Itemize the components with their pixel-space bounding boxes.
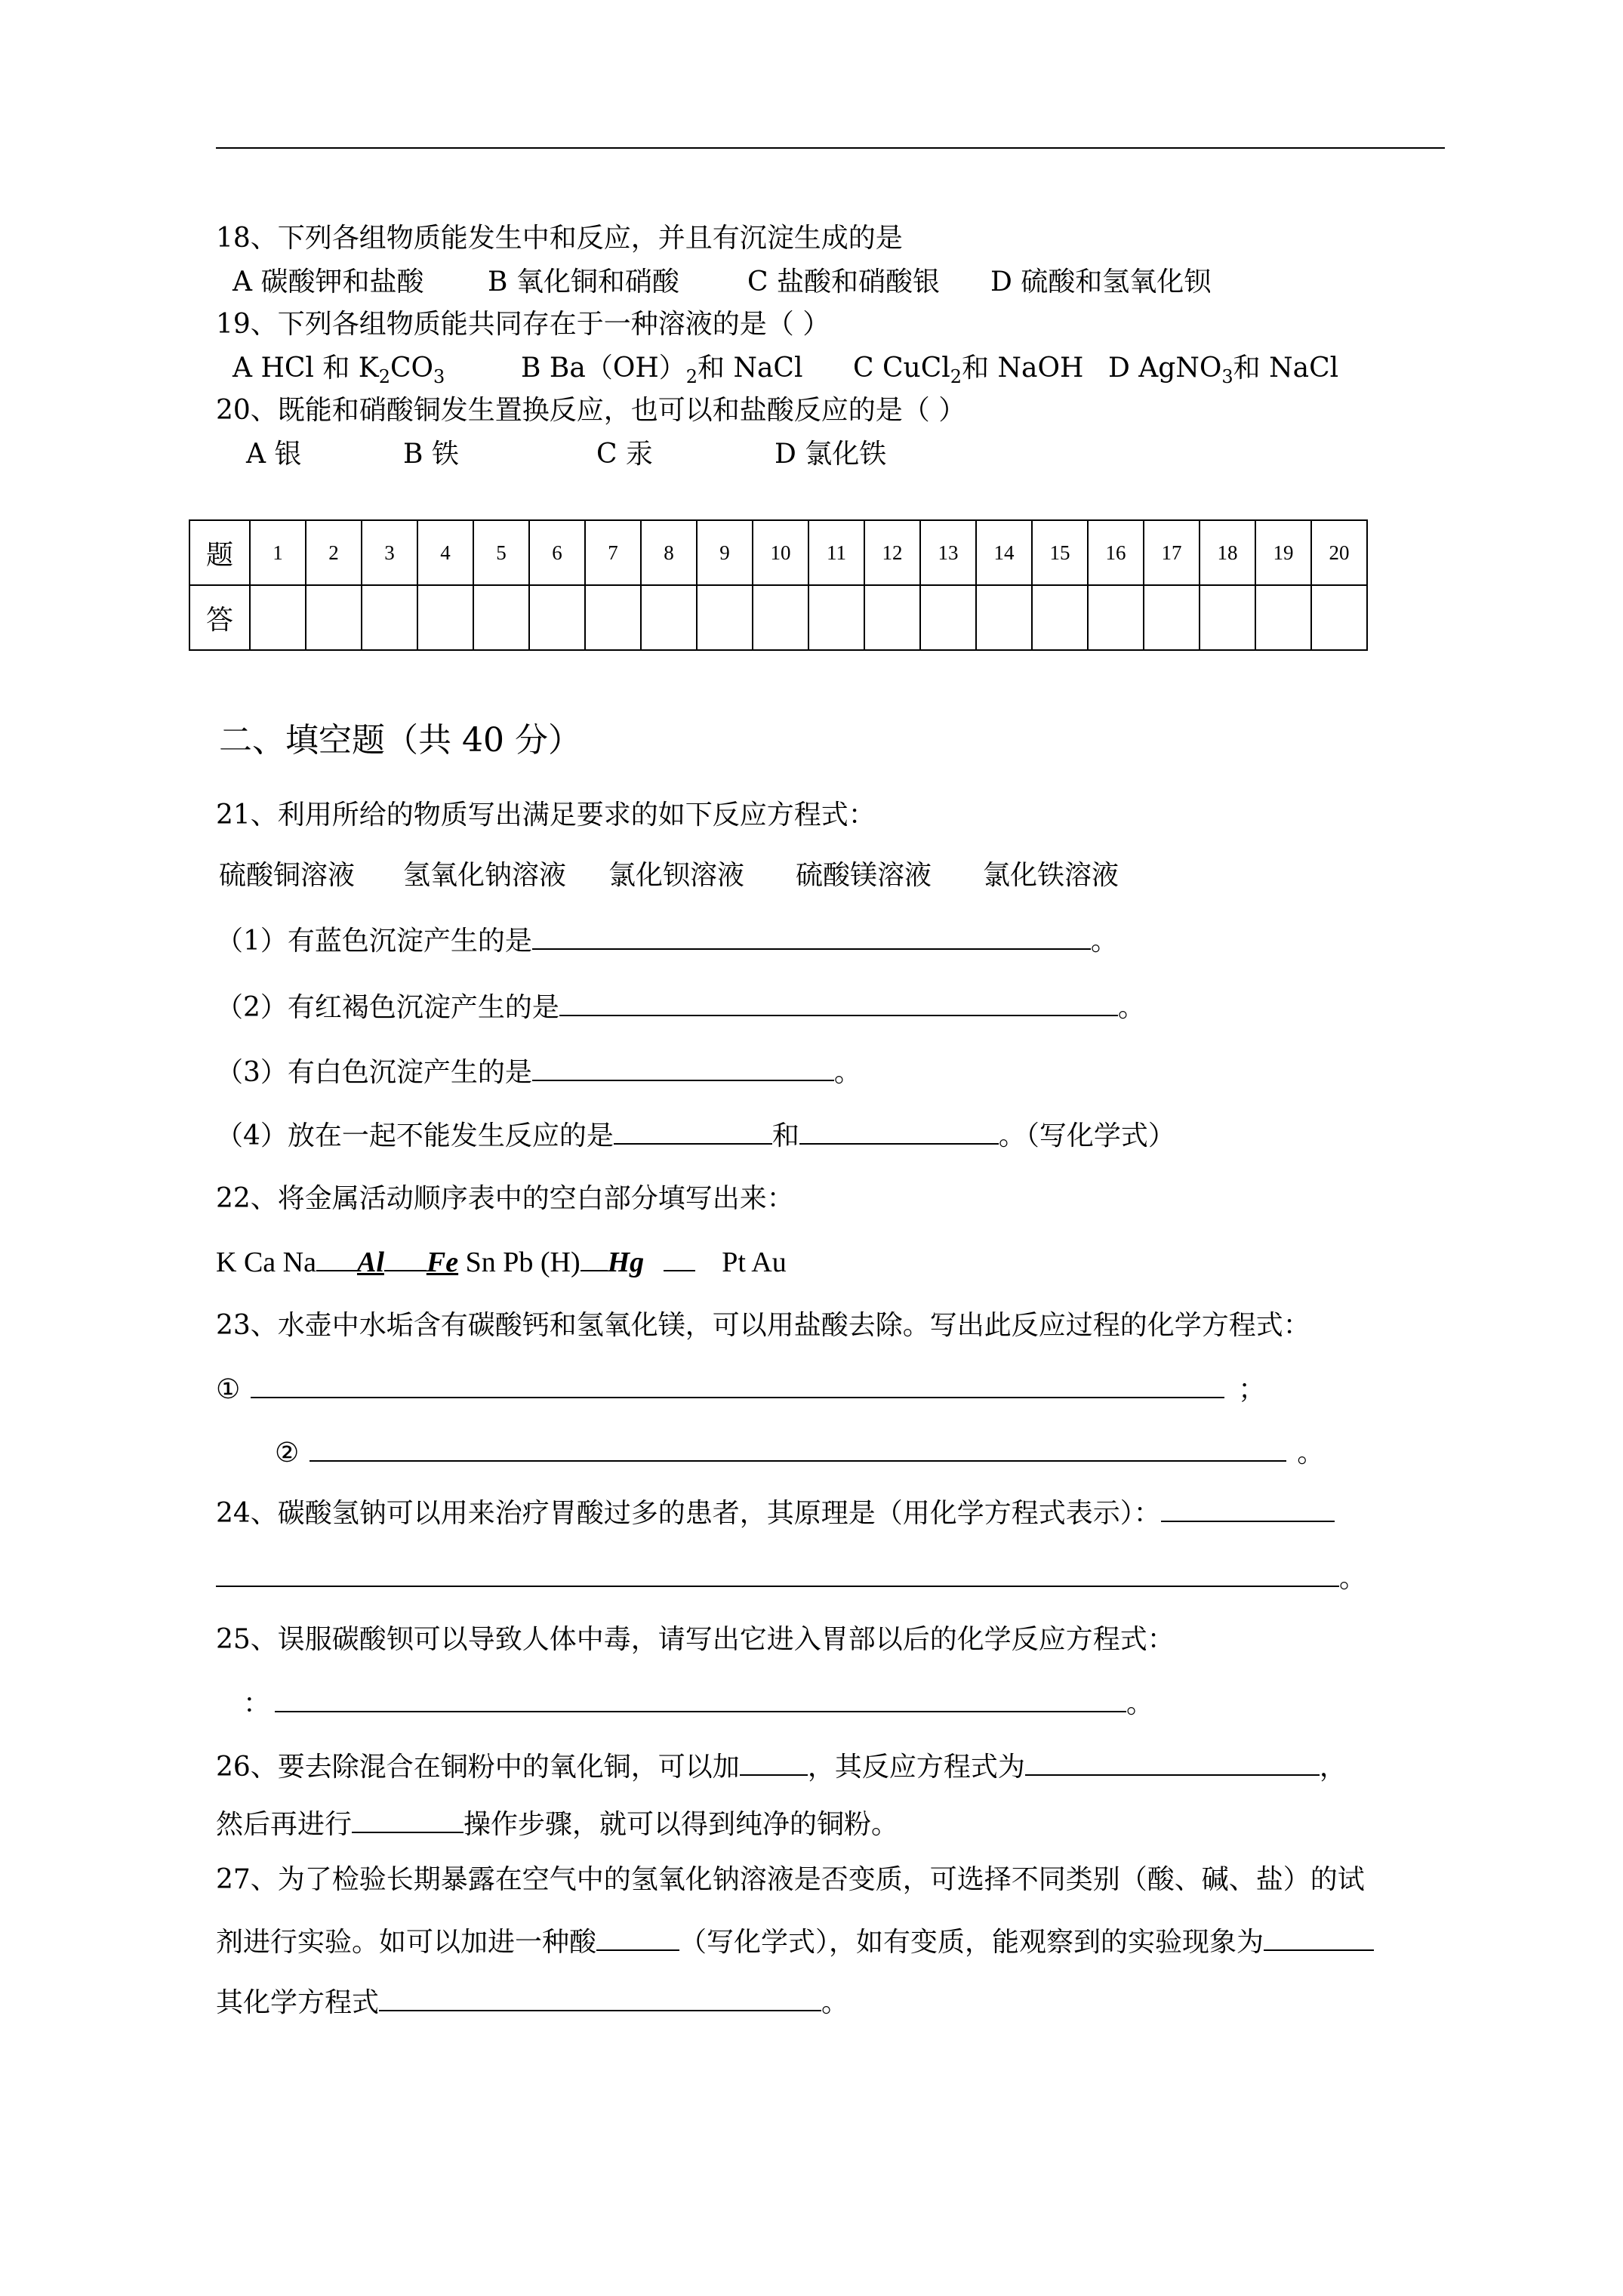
q20-option-d: D 氯化铁 (775, 439, 887, 470)
question-number-cell: 12 (864, 520, 920, 585)
q21-substance: 氯化铁溶液 (983, 860, 1119, 891)
q19-stem: 19、下列各组物质能共同存在于一种溶液的是（ ） (216, 309, 830, 340)
answer-cell[interactable] (1311, 585, 1367, 650)
question-number-cell: 17 (1144, 520, 1200, 585)
answer-table-answer-row (189, 585, 1367, 650)
q26-blank-3[interactable] (352, 1806, 463, 1833)
answer-cell[interactable] (250, 585, 306, 650)
answer-cell[interactable] (529, 585, 585, 650)
q27-blank-2[interactable] (1264, 1924, 1374, 1951)
q21-substance: 硫酸镁溶液 (796, 860, 932, 891)
answer-cell[interactable] (976, 585, 1032, 650)
answer-cell[interactable] (1032, 585, 1088, 650)
q22-activity-series: K Ca Na Al Fe Sn Pb (H) Hg Pt Au (216, 1243, 787, 1282)
answer-cell[interactable] (1144, 585, 1200, 650)
q26-blank-1[interactable] (740, 1749, 808, 1776)
question-number-cell: 3 (362, 520, 417, 585)
question-number-cell: 1 (250, 520, 306, 585)
answer-cell[interactable] (808, 585, 864, 650)
q25-blank[interactable] (275, 1685, 1126, 1712)
q27-line-2: 剂进行实验。如可以加进一种酸 （写化学式），如有变质，能观察到的实验现象为 (216, 1924, 1374, 1961)
q26-blank-2[interactable] (1025, 1749, 1320, 1776)
question-number-cell: 7 (585, 520, 641, 585)
q24-blank-2[interactable] (216, 1560, 1339, 1587)
q27-blank-3[interactable] (379, 1984, 821, 2011)
answer-table-row-label: 题 (189, 520, 250, 585)
q22-blank[interactable] (664, 1243, 695, 1271)
question-number-cell: 2 (306, 520, 362, 585)
q25-line-2: ： 。 (243, 1685, 1153, 1722)
q21-blank-4a[interactable] (614, 1117, 772, 1145)
question-number-cell: 15 (1032, 520, 1088, 585)
answer-cell[interactable] (362, 585, 417, 650)
q20-option-b: B 铁 (403, 439, 459, 470)
question-number-cell: 4 (417, 520, 473, 585)
q26-line-1: 26、要去除混合在铜粉中的氧化铜，可以加 ，其反应方程式为 ， (216, 1749, 1347, 1786)
q24-line-2: 。 (216, 1560, 1366, 1597)
answer-cell[interactable] (1088, 585, 1144, 650)
q19-option-d: D AgNO$_3$和 NaCl (1108, 353, 1339, 388)
question-number-cell: 20 (1311, 520, 1367, 585)
question-number-cell: 13 (920, 520, 976, 585)
header-rule (216, 147, 1445, 149)
question-number-cell: 18 (1200, 520, 1255, 585)
answer-table-number-row (189, 520, 1367, 585)
answer-cell[interactable] (306, 585, 362, 650)
q22-blank[interactable] (384, 1243, 427, 1271)
q22-blank[interactable] (581, 1243, 608, 1271)
q18-option-a: A 碳酸钾和盐酸 (233, 267, 424, 297)
q23-blank-2[interactable] (310, 1435, 1286, 1462)
answer-cell[interactable] (920, 585, 976, 650)
q22-stem: 22、将金属活动顺序表中的空白部分填写出来： (216, 1183, 794, 1214)
q23-blank-1[interactable] (251, 1371, 1224, 1398)
q22-answer-al: Al (356, 1247, 384, 1278)
q22-blank[interactable] (316, 1243, 357, 1271)
q27-line-1: 27、为了检验长期暴露在空气中的氢氧化钠溶液是否变质，可选择不同类别（酸、碱、盐）的试 (216, 1864, 1365, 1895)
q20-stem: 20、既能和硝酸铜发生置换反应，也可以和盐酸反应的是（ ） (216, 395, 966, 426)
question-number-cell: 11 (808, 520, 864, 585)
q21-part-1: （1）有蓝色沉淀产生的是 。 (216, 923, 1118, 960)
q25-stem: 25、误服碳酸钡可以导致人体中毒，请写出它进入胃部以后的化学反应方程式： (216, 1624, 1175, 1655)
q18-option-b: B 氧化铜和硝酸 (488, 267, 679, 297)
question-number-cell: 10 (753, 520, 808, 585)
q21-substance: 硫酸铜溶液 (219, 860, 356, 891)
q24-blank-1[interactable] (1161, 1495, 1335, 1522)
question-number-cell: 5 (473, 520, 529, 585)
answer-cell[interactable] (585, 585, 641, 650)
q22-answer-fe: Fe (426, 1247, 459, 1278)
question-number-cell: 8 (641, 520, 697, 585)
question-number-cell: 6 (529, 520, 585, 585)
answer-cell[interactable] (1200, 585, 1255, 650)
q21-part-3: （3）有白色沉淀产生的是 。 (216, 1054, 861, 1091)
q23-line-2: ② 。 (275, 1435, 1324, 1472)
q19-option-a: A HCl 和 $K_2CO_3$ (233, 353, 445, 388)
question-number-cell: 16 (1088, 520, 1144, 585)
question-number-cell: 9 (697, 520, 753, 585)
q21-blank-4b[interactable] (799, 1117, 999, 1145)
section-title: 二、填空题（共 40 分） (219, 721, 581, 760)
answer-cell[interactable] (417, 585, 473, 650)
q27-line-3: 其化学方程式 。 (216, 1984, 848, 2021)
q21-blank-1[interactable] (532, 923, 1091, 950)
question-number-cell: 14 (976, 520, 1032, 585)
q21-blank-3[interactable] (532, 1054, 834, 1081)
q21-substance: 氯化钡溶液 (608, 860, 745, 891)
answer-cell[interactable] (641, 585, 697, 650)
q19-option-c: C CuCl$_2$和 NaOH (853, 353, 1084, 388)
answer-cell[interactable] (864, 585, 920, 650)
q22-answer-hg: Hg (607, 1247, 645, 1278)
answer-cell[interactable] (753, 585, 808, 650)
q18-option-d: D 硫酸和氢氧化钡 (990, 267, 1212, 297)
answer-cell[interactable] (473, 585, 529, 650)
q18-option-c: C 盐酸和硝酸银 (747, 267, 940, 297)
answer-cell[interactable] (697, 585, 753, 650)
question-number-cell: 19 (1255, 520, 1311, 585)
q20-option-a: A 银 (246, 439, 302, 470)
q21-substance: 氢氧化钠溶液 (403, 860, 567, 891)
q23-line-1: ① ； (216, 1371, 1265, 1408)
q21-blank-2[interactable] (559, 989, 1118, 1016)
q26-line-2: 然后再进行 操作步骤，就可以得到纯净的铜粉。 (216, 1806, 898, 1843)
answer-table-row-label: 答 (189, 585, 250, 650)
q21-stem: 21、利用所给的物质写出满足要求的如下反应方程式： (216, 800, 876, 831)
q21-part-2: （2）有红褐色沉淀产生的是 。 (216, 989, 1145, 1026)
q21-part-4: （4）放在一起不能发生反应的是 和 。（写化学式） (216, 1117, 1175, 1154)
answer-cell[interactable] (1255, 585, 1311, 650)
q20-option-c: C 汞 (596, 439, 653, 470)
q27-blank-1[interactable] (596, 1924, 679, 1951)
q18-stem: 18、下列各组物质能发生中和反应，并且有沉淀生成的是 (216, 223, 903, 254)
answer-table (189, 519, 1368, 651)
q23-stem: 23、水壶中水垢含有碳酸钙和氢氧化镁，可以用盐酸去除。写出此反应过程的化学方程式： (216, 1310, 1310, 1341)
q24-stem: 24、碳酸氢钠可以用来治疗胃酸过多的患者，其原理是（用化学方程式表示）： (216, 1495, 1335, 1532)
q19-option-b: B $Ba(OH)_2$和 NaCl (521, 353, 803, 388)
